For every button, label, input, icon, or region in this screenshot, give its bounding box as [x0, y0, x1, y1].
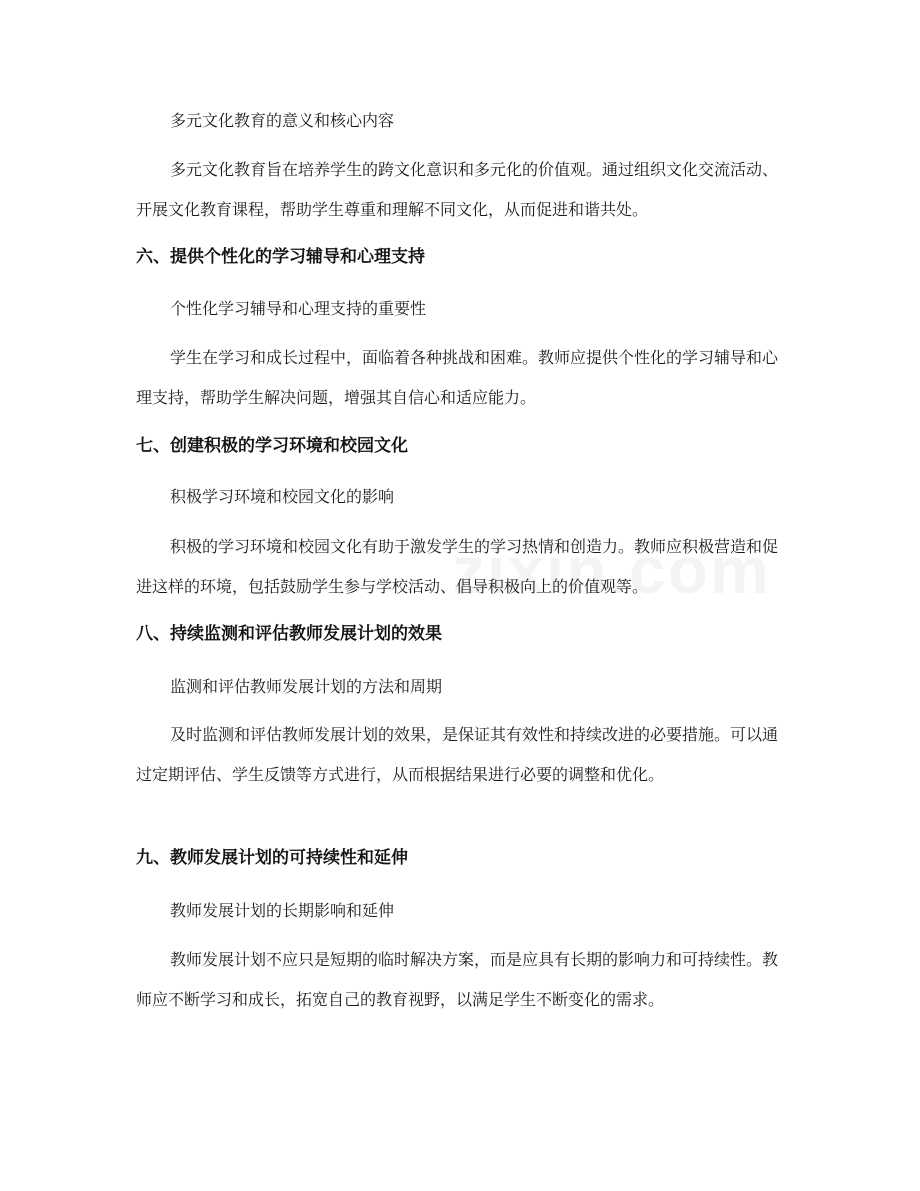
section-paragraph: 教师发展计划不应只是短期的临时解决方案，而是应具有长期的影响力和可持续性。教师应不断学习和成长，拓宽自己的教育视野，以满足学生不断变化的需求。 [136, 950, 779, 1009]
section-subtitle: 积极学习环境和校园文化的影响 [170, 487, 395, 506]
section-heading: 六、提供个性化的学习辅导和心理支持 [136, 247, 425, 267]
section-heading: 八、持续监测和评估教师发展计划的效果 [136, 624, 442, 644]
section-paragraph: 多元文化教育旨在培养学生的跨文化意识和多元化的价值观。通过组织文化交流活动、开展文化教育课程，帮助学生尊重和理解不同文化，从而促进和谐共处。 [136, 160, 779, 219]
section-paragraph: 学生在学习和成长过程中，面临着各种挑战和困难。教师应提供个性化的学习辅导和心理支持，帮助学生解决问题，增强其自信心和适应能力。 [136, 348, 779, 407]
section-subtitle: 多元文化教育的意义和核心内容 [170, 111, 395, 130]
section-subtitle: 个性化学习辅导和心理支持的重要性 [170, 299, 427, 318]
section-subtitle: 监测和评估教师发展计划的方法和周期 [170, 677, 443, 696]
section-subtitle: 教师发展计划的长期影响和延伸 [170, 901, 395, 920]
section-heading: 七、创建积极的学习环境和校园文化 [136, 436, 408, 456]
section-heading: 九、教师发展计划的可持续性和延伸 [136, 848, 408, 868]
section-paragraph: 及时监测和评估教师发展计划的效果，是保证其有效性和持续改进的必要措施。可以通过定期评估、学生反馈等方式进行，从而根据结果进行必要的调整和优化。 [136, 725, 779, 784]
section-paragraph: 积极的学习环境和校园文化有助于激发学生的学习热情和创造力。教师应积极营造和促进这样的环境，包括鼓励学生参与学校活动、倡导积极向上的价值观等。 [136, 537, 779, 596]
